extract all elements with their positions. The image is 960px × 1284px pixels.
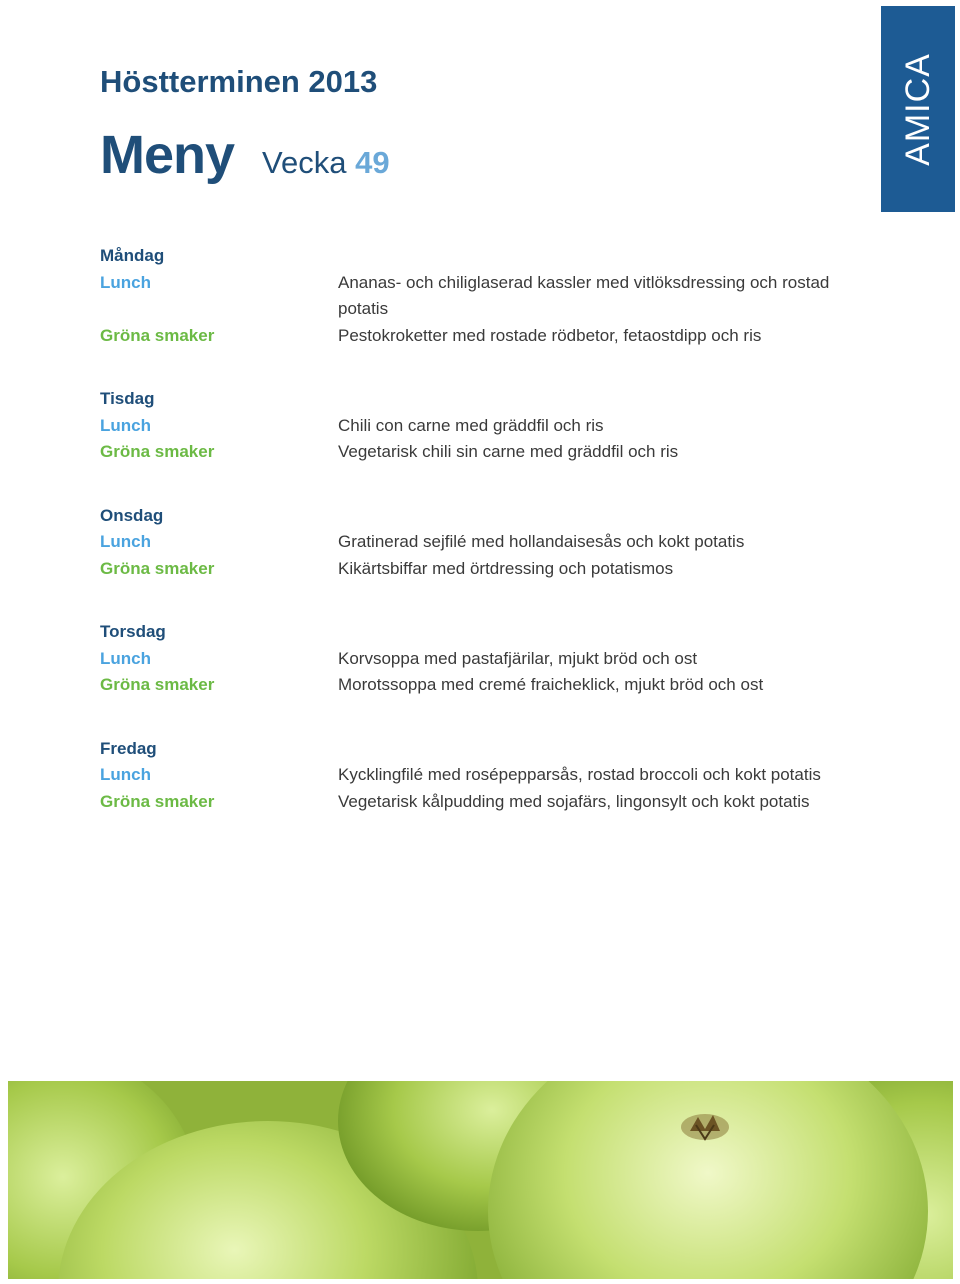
green-row — [100, 556, 880, 583]
lunch-label: Lunch — [100, 272, 151, 292]
lunch-dish: Chili con carne med gräddfil och ris — [338, 415, 604, 435]
apple-stem-icon — [681, 1114, 729, 1140]
week-label: Vecka — [262, 145, 347, 180]
green-label: Gröna smaker — [100, 442, 215, 461]
green-row — [100, 672, 880, 699]
green-row — [100, 439, 880, 466]
day-monday — [100, 243, 880, 349]
green-dish: Morotssoppa med cremé fraicheklick, mjukt bröd och ost — [338, 675, 764, 694]
green-label: Gröna smaker — [100, 791, 215, 811]
lunch-row — [100, 646, 880, 673]
day-name: Fredag — [100, 738, 157, 758]
day-tuesday — [100, 386, 880, 466]
term-heading: Höstterminen 2013 — [100, 64, 378, 99]
lunch-row — [100, 270, 880, 323]
day-name: Onsdag — [100, 505, 164, 525]
green-dish: Vegetarisk kålpudding med sojafärs, lingonsylt och kokt potatis — [338, 791, 810, 811]
lunch-row — [100, 762, 880, 789]
green-label: Gröna smaker — [100, 558, 215, 578]
lunch-dish: Gratinerad sejfilé med hollandaisesås och kokt potatis — [338, 532, 745, 551]
green-dish: Vegetarisk chili sin carne med gräddfil och ris — [338, 442, 679, 461]
lunch-label: Lunch — [100, 415, 151, 435]
lunch-row — [100, 529, 880, 556]
title-row — [100, 125, 390, 185]
day-name: Tisdag — [100, 389, 155, 408]
green-dish: Kikärtsbiffar med örtdressing och potatismos — [338, 558, 674, 578]
lunch-row — [100, 413, 880, 440]
lunch-label: Lunch — [100, 648, 151, 668]
green-apples-photo — [8, 1081, 953, 1279]
lunch-label: Lunch — [100, 765, 151, 784]
page-title: Meny — [100, 125, 235, 185]
lunch-dish: Kycklingfilé med rosépepparsås, rostad broccoli och kokt potatis — [338, 765, 821, 784]
green-label: Gröna smaker — [100, 675, 215, 694]
lunch-dish: Ananas- och chiliglaserad kassler med vitlöksdressing och rostad potatis — [338, 272, 830, 318]
menu-days — [100, 243, 880, 852]
day-friday — [100, 736, 880, 816]
week-number: 49 — [355, 145, 390, 180]
week-indicator — [262, 147, 390, 178]
day-name: Måndag — [100, 246, 165, 265]
green-row — [100, 323, 880, 350]
lunch-dish: Korvsoppa med pastafjärilar, mjukt bröd och ost — [338, 648, 698, 668]
day-name: Torsdag — [100, 622, 166, 641]
brand-name: AMICA — [898, 52, 937, 166]
day-wednesday — [100, 503, 880, 583]
day-thursday — [100, 619, 880, 699]
green-row — [100, 789, 880, 816]
green-dish: Pestokroketter med rostade rödbetor, fetaostdipp och ris — [338, 325, 762, 345]
lunch-label: Lunch — [100, 532, 151, 551]
green-label: Gröna smaker — [100, 325, 215, 345]
apples-illustration — [8, 1081, 953, 1279]
brand-logo-bar — [881, 6, 955, 212]
